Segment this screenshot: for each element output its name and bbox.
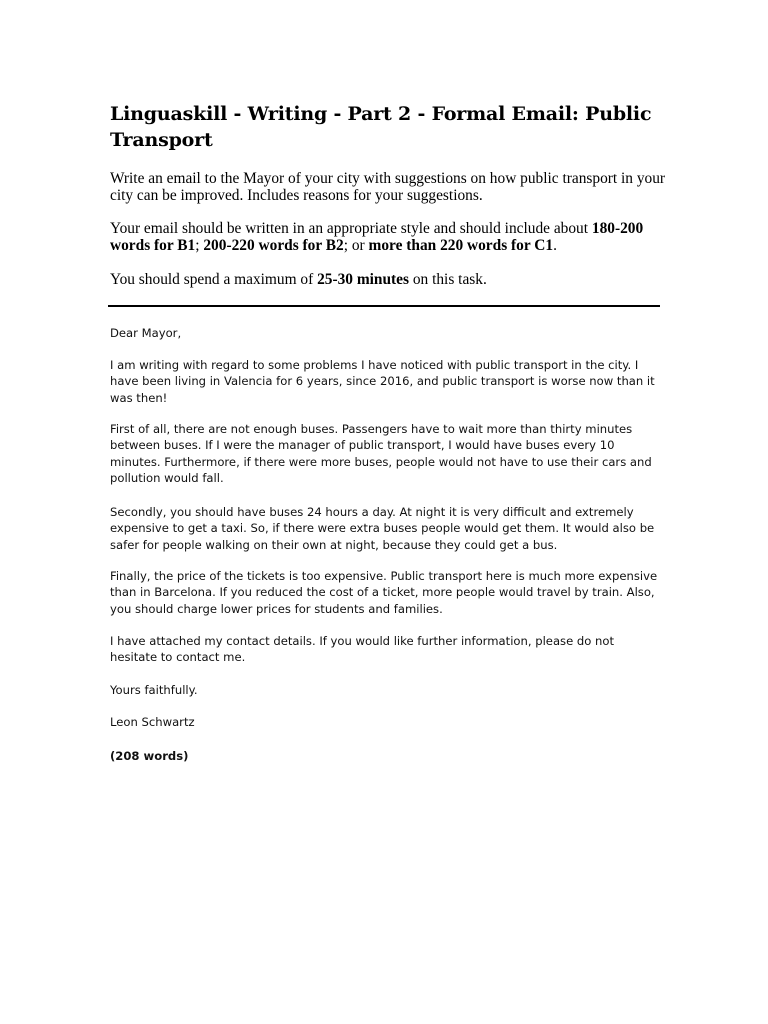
time-end-text: on this task.: [409, 271, 487, 288]
b1-range: 180-200 words for B1: [110, 220, 644, 254]
document-title: Linguaskill - Writing - Part 2 - Formal Email: Public Transport: [110, 103, 652, 151]
b2-range: 200-220 words for B2: [203, 237, 344, 254]
email-closing: Yours faithfully.: [110, 683, 198, 697]
email-greeting: Dear Mayor,: [110, 326, 182, 340]
email-signature: Leon Schwartz: [110, 715, 195, 729]
time-intro-text: You should spend a maximum of: [110, 271, 318, 288]
style-end-text: .: [553, 237, 557, 254]
separator-1: ;: [195, 237, 204, 254]
task-instruction: Write an email to the Mayor of your city with suggestions on how public transport in your city can be improved. Includes reasons for your suggestions.: [110, 170, 666, 204]
task-time-limit: [110, 271, 670, 288]
c1-range: more than 220 words for C1: [368, 237, 554, 254]
separator-2: ; or: [343, 237, 369, 254]
email-paragraph-5: I have attached my contact details. If you would like further information, please do not hesitate to contact me.: [110, 634, 615, 665]
task-word-requirement: [110, 220, 670, 254]
email-paragraph-2: First of all, there are not enough buses. Passengers have to wait more than thirty minutes between buses. If I were the manager of public transport, I would have buses every 10 minutes. Furthermore, if there were more buses, people would not have to use their cars and pollution would fall.: [110, 422, 652, 486]
section-divider: [108, 305, 660, 307]
email-paragraph-4: Finally, the price of the tickets is too expensive. Public transport here is much more expensive than in Barcelona. If you reduced the cost of a ticket, more people would travel by train. Also, you should charge lower prices for students and families.: [110, 569, 658, 616]
time-value: 25-30 minutes: [317, 271, 409, 288]
email-paragraph-3: Secondly, you should have buses 24 hours a day. At night it is very difficult and extremely expensive to get a taxi. So, if there were extra buses people would get them. It would also be safer for people walking on their own at night, because they could get a bus.: [110, 505, 655, 552]
email-paragraph-1: I am writing with regard to some problems I have noticed with public transport in the city. I have been living in Valencia for 6 years, since 2016, and public transport is worse now than it was then!: [110, 358, 655, 405]
style-intro-text: Your email should be written in an appropriate style and should include about: [110, 220, 592, 237]
word-count: (208 words): [110, 749, 189, 763]
